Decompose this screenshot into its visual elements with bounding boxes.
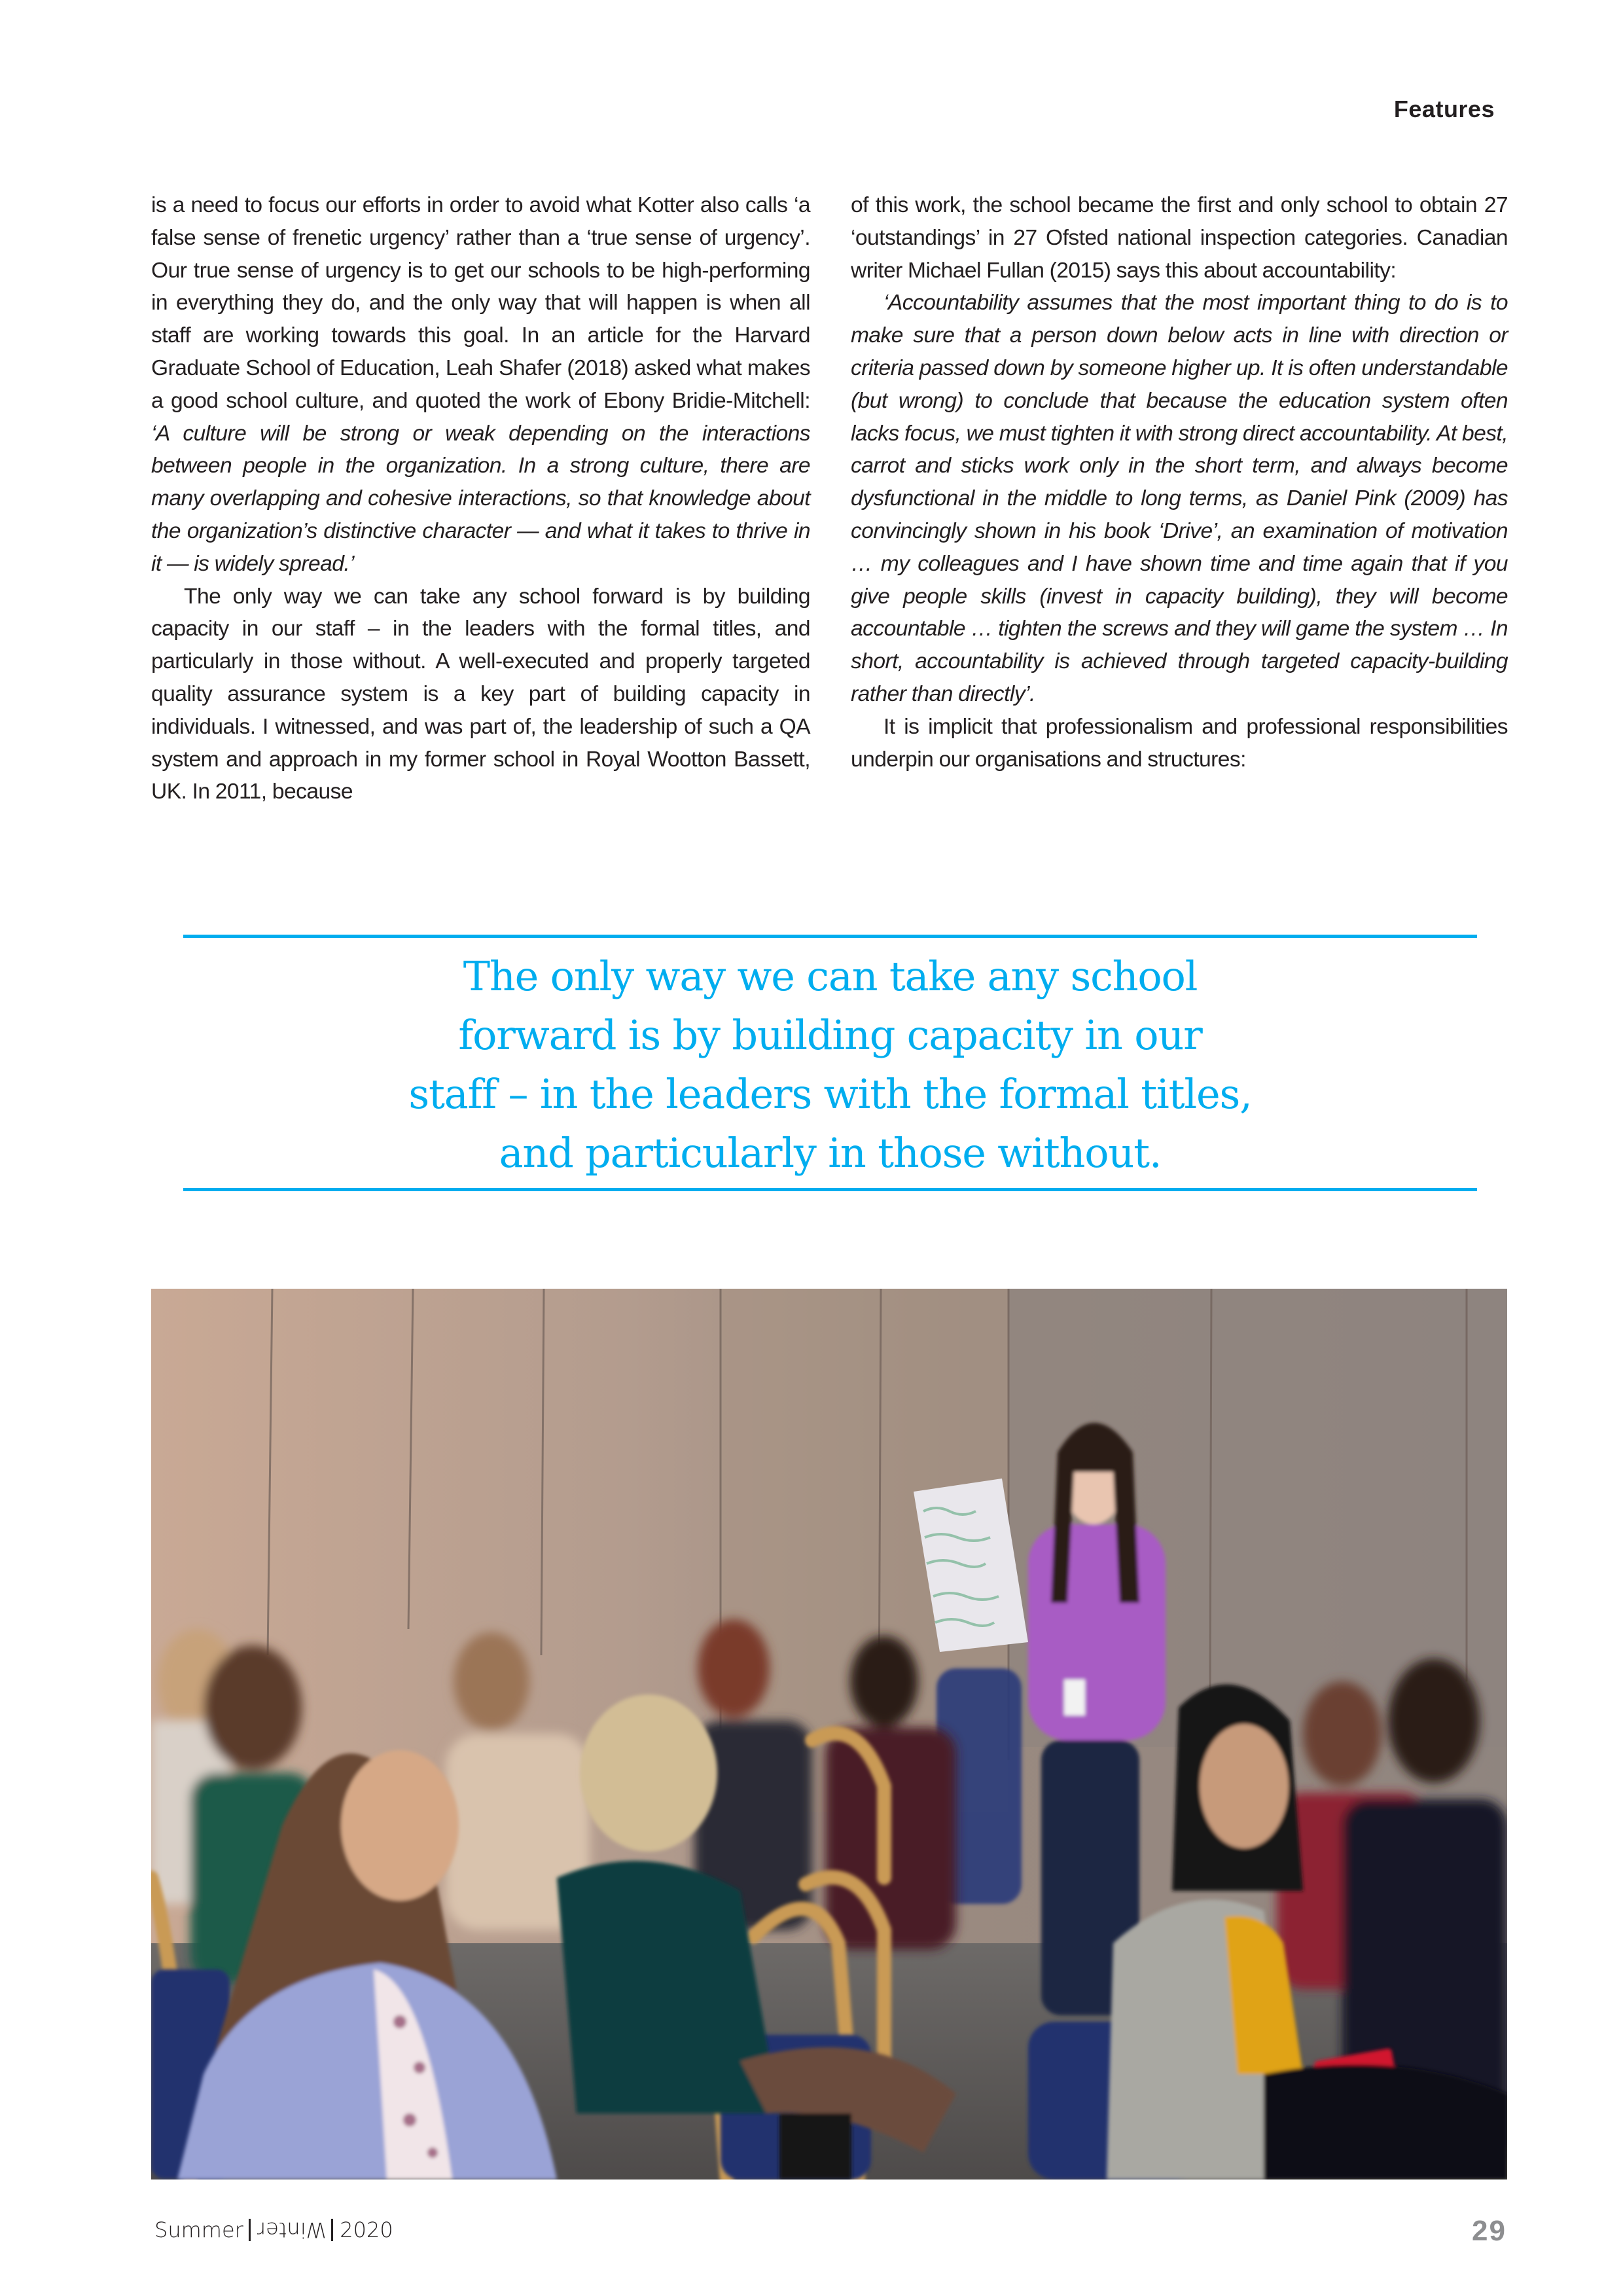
pull-quote-line: forward is by building capacity in our <box>458 1011 1202 1059</box>
text-run: of this work, the school became the first and only school to obtain 27 ‘outstandings’ in 27 Ofsted national inspection categories. Canadian writer Michael Fullan (2015) says this about accountability: <box>851 193 1508 283</box>
italic-quote-run: ‘A culture will be strong or weak depending on the interactions between people in the organization. In a strong culture, there are many overlapping and cohesive interactions, so that knowledge about the organization’s distinctive character — and what it takes to thrive in it — is widely spread.’ <box>151 421 810 576</box>
text-run: is a need to focus our efforts in order to avoid what Kotter also calls ‘a false sense of frenetic urgency’ rather than a ‘true sense of urgency’. Our true sense of urgency is to get our schools to be high-performing in everything they do, and the only way that will happen is when all staff are working towards this goal. In an article for the Harvard Graduate School of Education, Leah Shafer (2018) asked what makes a good school culture, and quoted the work of Ebony Bridie-Mitchell: <box>151 193 810 413</box>
article-paragraph <box>151 581 810 809</box>
pull-quote <box>183 947 1477 1183</box>
workshop-photo <box>151 1289 1507 2179</box>
footer-separator <box>331 2219 333 2241</box>
issue-season-summer: Summer <box>154 2217 243 2242</box>
issue-footer <box>154 2217 393 2242</box>
article-paragraph <box>851 287 1508 710</box>
pull-quote-top-rule <box>183 935 1477 938</box>
article-paragraph <box>851 711 1508 776</box>
pull-quote-bottom-rule <box>183 1188 1477 1191</box>
article-paragraph <box>851 189 1508 287</box>
issue-season-winter-inverted: Winter <box>257 2217 327 2242</box>
issue-year: 2020 <box>340 2217 393 2242</box>
text-run: It is implicit that professionalism and professional responsibilities underpin our organisations and structures: <box>851 714 1508 772</box>
pull-quote-line: and particularly in those without. <box>499 1129 1162 1177</box>
italic-quote-run: ‘Accountability assumes that the most important thing to do is to make sure that a person down below acts in line with direction or criteria passed down by someone higher up. It is often understandable (but wrong) to conclude that because the education system often lacks focus, we must tighten it with strong direct accountability. At best, carrot and sticks work only in the short term, and always become dysfunctional in the middle to long terms, as Daniel Pink (2009) has convincingly shown in his book ‘Drive’, an examination of motivation … my colleagues and I have shown time and time again that if you give people skills (invest in capacity building), they will become accountable … tighten the screws and they will game the system … In short, accountability is achieved through targeted capacity-building rather than directly’. <box>851 291 1508 706</box>
pull-quote-line: staff – in the leaders with the formal titles, <box>408 1070 1252 1118</box>
footer-separator <box>249 2219 251 2241</box>
article-column-right <box>851 189 1508 776</box>
article-column-left <box>151 189 810 808</box>
pull-quote-line: The only way we can take any school <box>463 952 1198 1000</box>
article-paragraph <box>151 189 810 581</box>
text-run: The only way we can take any school forward is by building capacity in our staff – in the leaders with the formal titles, and particularly in those without. A well-executed and properly targeted quality assurance system is a key part of building capacity in individuals. I witnessed, and was part of, the leadership of such a QA system and approach in my former school in Royal Wootton Bassett, UK. In 2011, because <box>151 584 810 804</box>
section-label: Features <box>1393 96 1495 122</box>
workshop-photo-illustration <box>151 1289 1507 2179</box>
page-number: 29 <box>1472 2215 1507 2247</box>
